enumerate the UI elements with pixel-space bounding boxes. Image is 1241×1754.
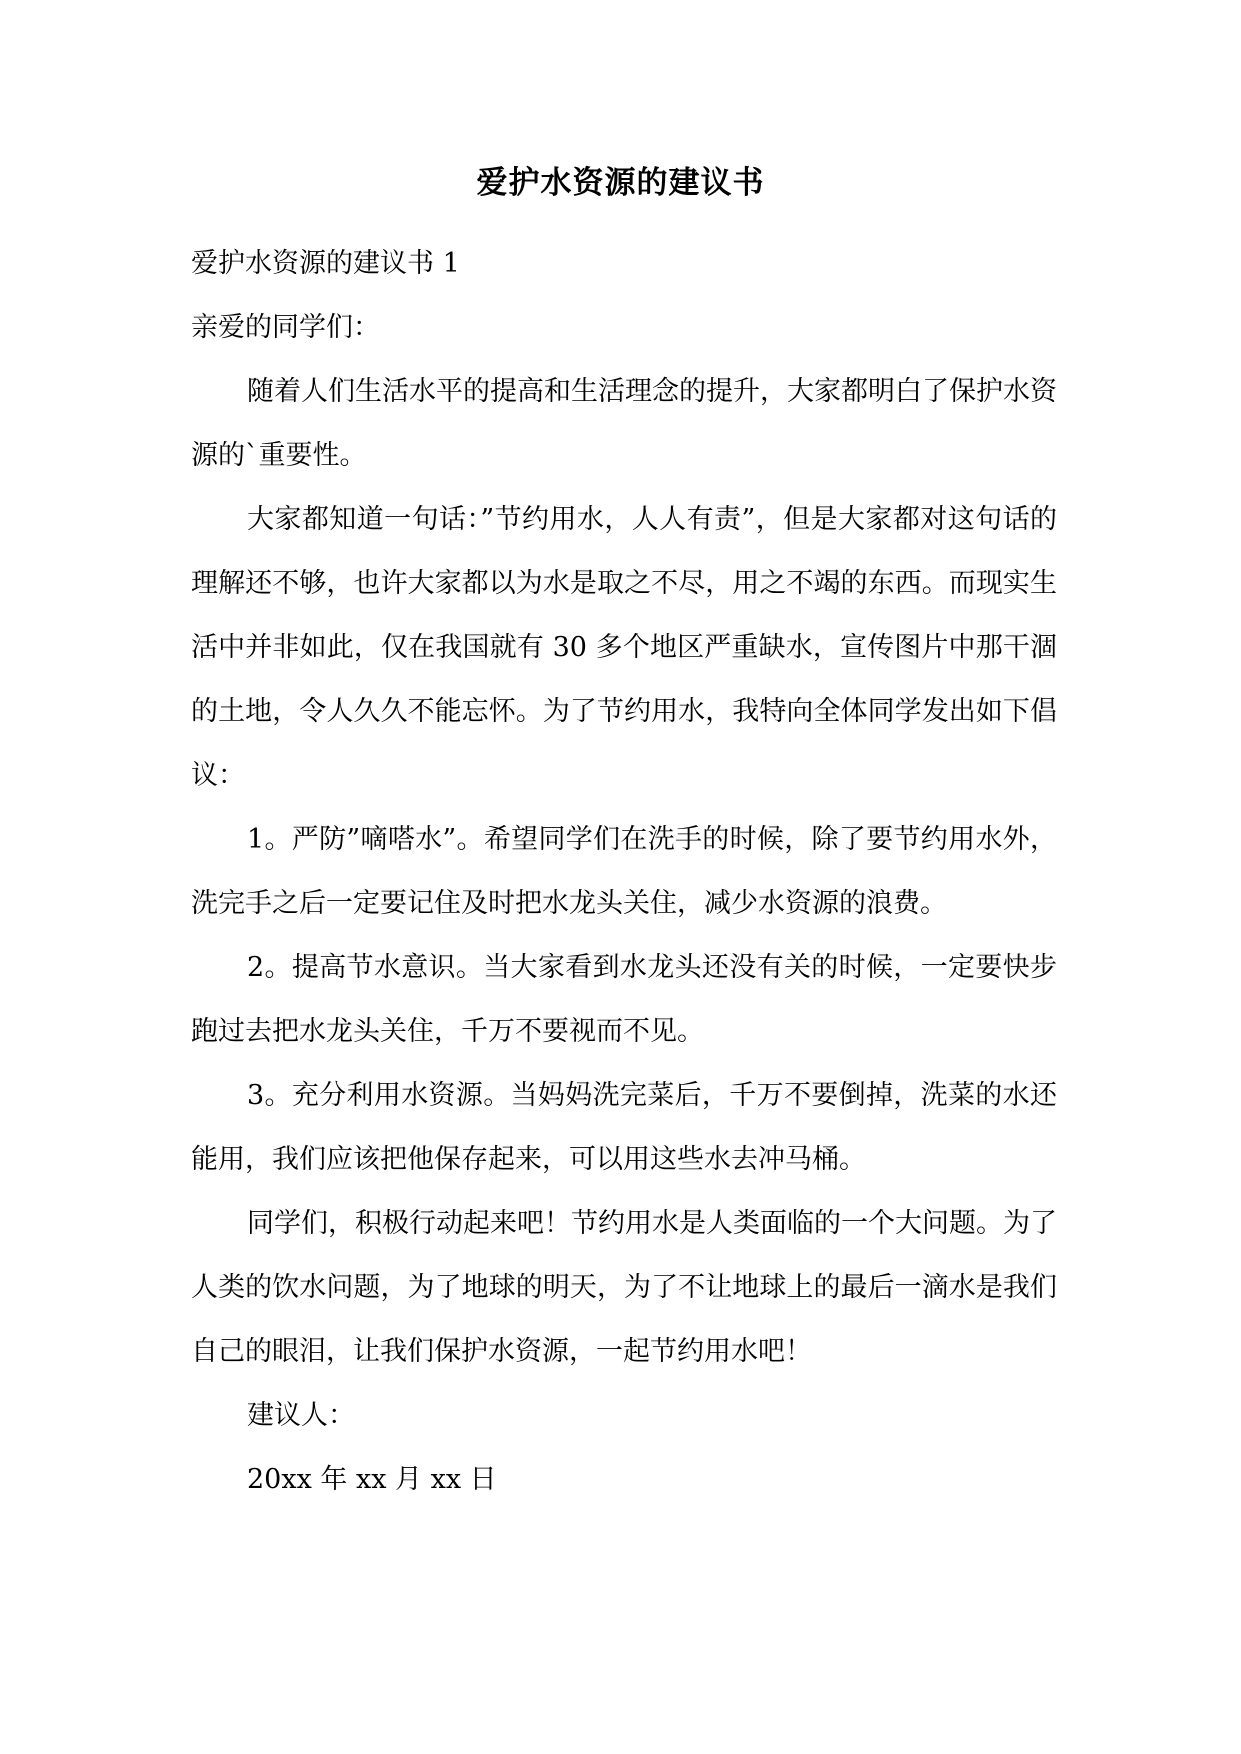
paragraph-background: 大家都知道一句话：”节约用水，人人有责”，但是大家都对这句话的理解还不够，也许大家都以为水是取之不尽，用之不竭的东西。而现实生活中并非如此，仅在我国就有 30 多个地区严重缺水，宣传图片中那干涸的土地，令人久久不能忘怀。为了节约用水，我特向全体同学发出如下倡议： [191, 504, 1057, 791]
document-subtitle: 爱护水资源的建议书 1 [191, 248, 460, 279]
proposal-item-2: 2。提高节水意识。当大家看到水龙头还没有关的时候，一定要快步跑过去把水龙头关住，千万不要视而不见。 [191, 952, 1057, 1047]
document-body [191, 232, 1057, 1512]
paragraph-closing: 同学们，积极行动起来吧！节约用水是人类面临的一个大问题。为了人类的饮水问题，为了地球的明天，为了不让地球上的最后一滴水是我们自己的眼泪，让我们保护水资源，一起节约用水吧！ [191, 1208, 1057, 1367]
proposal-item-3: 3。充分利用水资源。当妈妈洗完菜后，千万不要倒掉，洗菜的水还能用，我们应该把他保存起来，可以用这些水去冲马桶。 [191, 1080, 1057, 1175]
proposal-item-1: 1。严防”嘀嗒水”。希望同学们在洗手的时候，除了要节约用水外，洗完手之后一定要记住及时把水龙头关住，减少水资源的浪费。 [191, 824, 1057, 919]
document-title: 爱护水资源的建议书 [476, 165, 765, 201]
greeting: 亲爱的同学们： [191, 312, 380, 343]
document-date: 20xx 年 xx 月 xx 日 [247, 1464, 497, 1495]
signer-label: 建议人： [247, 1400, 355, 1431]
paragraph-intro: 随着人们生活水平的提高和生活理念的提升，大家都明白了保护水资源的`重要性。 [191, 376, 1057, 471]
